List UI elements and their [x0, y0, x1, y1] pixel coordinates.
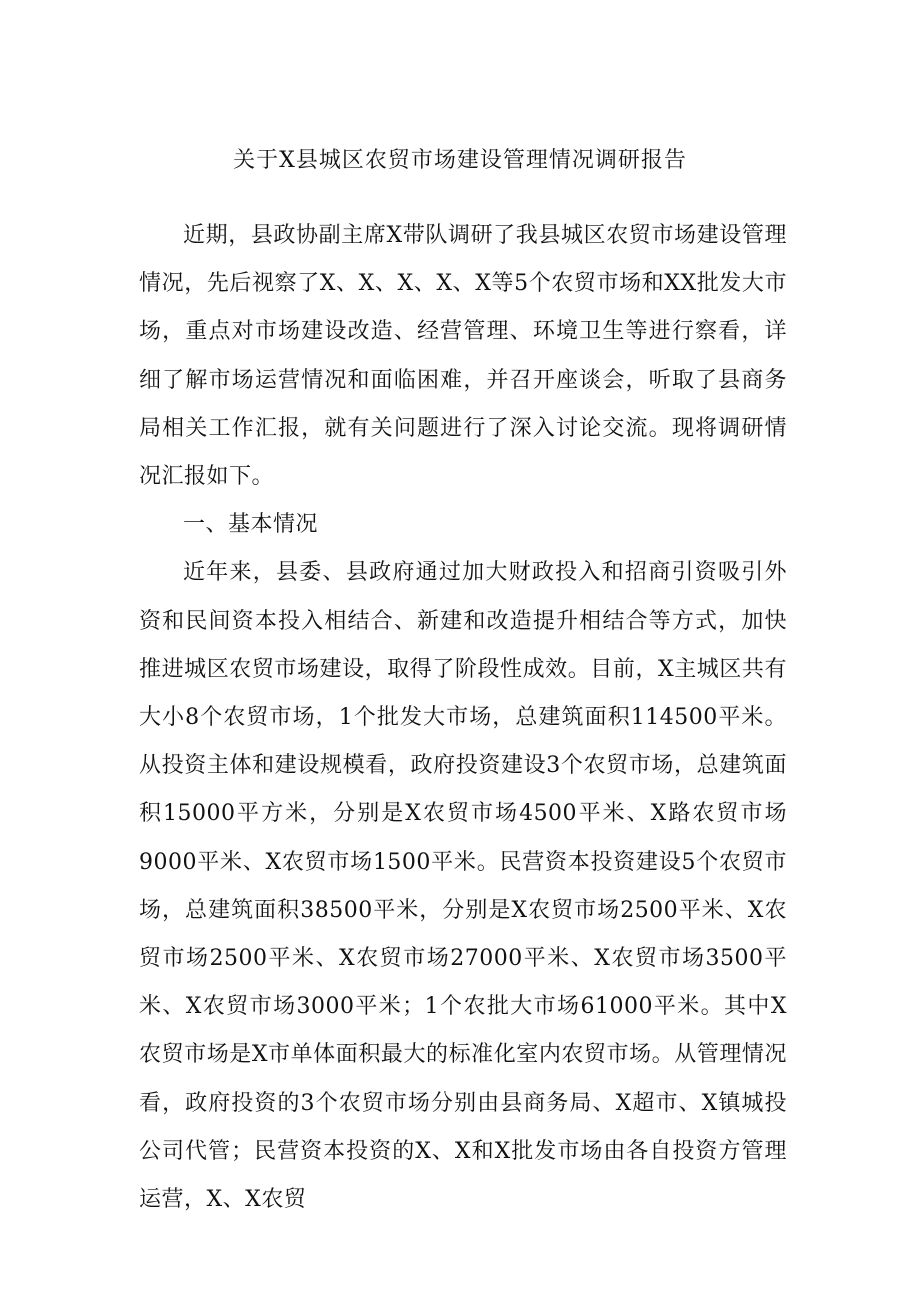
- intro-paragraph: 近期，县政协副主席X带队调研了我县城区农贸市场建设管理情况，先后视察了X、X、X、X、X等5个农贸市场和XX批发大市场，重点对市场建设改造、经营管理、环境卫生等进行察看，详细了解市场运营情况和面临困难，并召开座谈会，听取了县商务局相关工作汇报，就有关问题进行了深入讨论交流。现将调研情况汇报如下。: [139, 223, 787, 490]
- section-heading-basic-situation: 一、基本情况: [183, 512, 319, 538]
- basic-situation-paragraph: 近年来，县委、县政府通过加大财政投入和招商引资吸引外资和民间资本投入相结合、新建和改造提升相结合等方式，加快推进城区农贸市场建设，取得了阶段性成效。目前，X主城区共有大小8个农贸市场，1个批发大市场，总建筑面积114500平米。从投资主体和建设规模看，政府投资建设3个农贸市场，总建筑面积15000平方米，分别是X农贸市场4500平米、X路农贸市场9000平米、X农贸市场1500平米。民营资本投资建设5个农贸市场，总建筑面积38500平米，分别是X农贸市场2500平米、X农贸市场2500平米、X农贸市场27000平米、X农贸市场3500平米、X农贸市场3000平米；1个农批大市场61000平米。其中X农贸市场是X市单体面积最大的标准化室内农贸市场。从管理情况看，政府投资的3个农贸市场分别由县商务局、X超市、X镇城投公司代管；民营资本投资的X、X和X批发市场由各自投资方管理运营，X、X农贸: [139, 560, 787, 1213]
- document-body: [139, 212, 787, 1224]
- document-title: 关于X县城区农贸市场建设管理情况调研报告: [233, 148, 687, 173]
